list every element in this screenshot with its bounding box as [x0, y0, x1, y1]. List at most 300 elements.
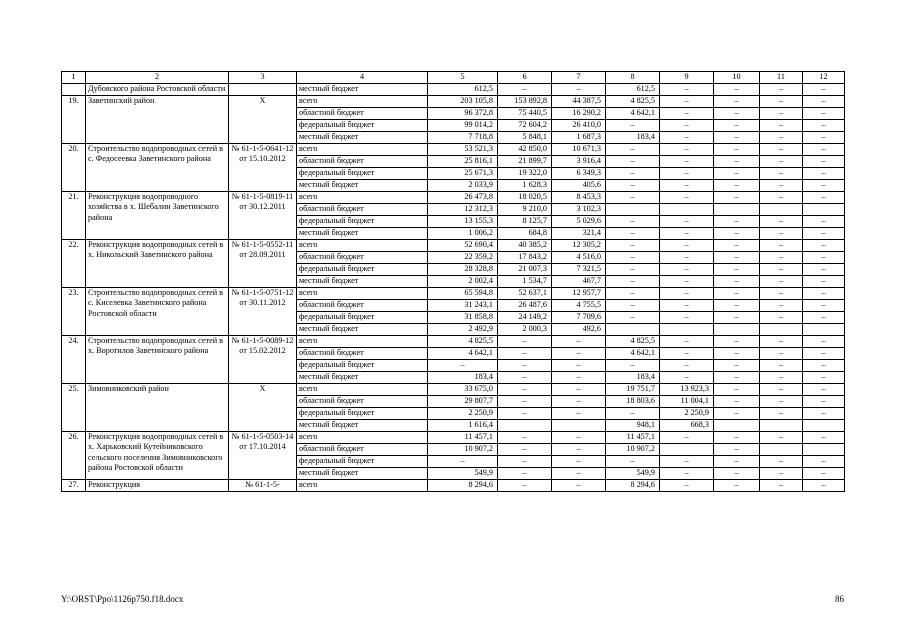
- document-reference: Х: [229, 95, 297, 143]
- page-number: 86: [835, 594, 844, 604]
- amount-cell: 549,9: [606, 467, 660, 479]
- funding-source: местный бюджет: [297, 323, 428, 335]
- amount-cell: –: [498, 383, 552, 395]
- column-number-header: 9: [660, 72, 714, 84]
- amount-cell: 9 210,0: [498, 203, 552, 215]
- column-number-header: 12: [803, 72, 845, 84]
- amount-cell: –: [760, 155, 803, 167]
- amount-cell: –: [714, 443, 760, 455]
- amount-cell: –: [552, 443, 606, 455]
- amount-cell: –: [760, 119, 803, 131]
- column-number-header: 3: [229, 72, 297, 84]
- funding-source: местный бюджет: [297, 467, 428, 479]
- amount-cell: –: [803, 131, 845, 143]
- amount-cell: –: [606, 239, 660, 251]
- amount-cell: 11 004,1: [660, 395, 714, 407]
- funding-source: федеральный бюджет: [297, 119, 428, 131]
- amount-cell: –: [760, 335, 803, 347]
- document-reference: № 61-1-5-0089-12 от 15.02.2012: [229, 335, 297, 383]
- amount-cell: –: [606, 215, 660, 227]
- amount-cell: –: [498, 395, 552, 407]
- amount-cell: –: [803, 455, 845, 467]
- amount-cell: –: [760, 227, 803, 239]
- amount-cell: –: [552, 347, 606, 359]
- amount-cell: –: [803, 167, 845, 179]
- amount-cell: 4 825,5: [606, 335, 660, 347]
- amount-cell: –: [714, 467, 760, 479]
- amount-cell: –: [660, 215, 714, 227]
- amount-cell: –: [760, 275, 803, 287]
- amount-cell: –: [714, 383, 760, 395]
- document-reference: № 61-1-5-: [229, 479, 297, 491]
- amount-cell: 75 440,5: [498, 107, 552, 119]
- amount-cell: –: [660, 431, 714, 443]
- funding-source: местный бюджет: [297, 275, 428, 287]
- amount-cell: –: [552, 395, 606, 407]
- amount-cell: 72 604,2: [498, 119, 552, 131]
- amount-cell: –: [760, 467, 803, 479]
- amount-cell: –: [552, 407, 606, 419]
- amount-cell: [760, 419, 803, 431]
- amount-cell: –: [760, 107, 803, 119]
- amount-cell: –: [660, 83, 714, 95]
- amount-cell: –: [714, 335, 760, 347]
- table-row: [62, 431, 845, 443]
- funding-source: всего: [297, 239, 428, 251]
- amount-cell: 18 803,6: [606, 395, 660, 407]
- amount-cell: –: [760, 191, 803, 203]
- amount-cell: –: [803, 299, 845, 311]
- amount-cell: 26 487,6: [498, 299, 552, 311]
- row-number: 19.: [62, 95, 86, 143]
- amount-cell: 183,4: [606, 131, 660, 143]
- amount-cell: [660, 443, 714, 455]
- amount-cell: –: [714, 263, 760, 275]
- amount-cell: [760, 443, 803, 455]
- amount-cell: 2 250,9: [660, 407, 714, 419]
- amount-cell: –: [606, 275, 660, 287]
- amount-cell: –: [714, 359, 760, 371]
- amount-cell: –: [760, 287, 803, 299]
- table-row: [62, 95, 845, 107]
- amount-cell: –: [803, 395, 845, 407]
- amount-cell: –: [660, 335, 714, 347]
- amount-cell: 25 671,3: [428, 167, 498, 179]
- document-reference: [229, 83, 297, 95]
- amount-cell: 2 002,4: [428, 275, 498, 287]
- object-name: Строительство водопроводных сетей в х. Воротилов Заветинского района: [86, 335, 229, 383]
- amount-cell: –: [660, 119, 714, 131]
- amount-cell: [714, 419, 760, 431]
- amount-cell: –: [714, 395, 760, 407]
- amount-cell: 31 858,8: [428, 311, 498, 323]
- amount-cell: 4 516,0: [552, 251, 606, 263]
- funding-source: областной бюджет: [297, 443, 428, 455]
- amount-cell: –: [803, 251, 845, 263]
- amount-cell: 467,7: [552, 275, 606, 287]
- document-reference: № 61-1-5-0641-12 от 15.10.2012: [229, 143, 297, 191]
- amount-cell: 5 848,1: [498, 131, 552, 143]
- amount-cell: –: [803, 311, 845, 323]
- object-name: Зимовниковский район: [86, 383, 229, 431]
- amount-cell: –: [803, 95, 845, 107]
- amount-cell: 7 709,6: [552, 311, 606, 323]
- row-number: 24.: [62, 335, 86, 383]
- row-number: 21.: [62, 191, 86, 239]
- amount-cell: –: [760, 395, 803, 407]
- column-number-header: 7: [552, 72, 606, 84]
- amount-cell: –: [760, 359, 803, 371]
- amount-cell: –: [606, 191, 660, 203]
- funding-source: областной бюджет: [297, 395, 428, 407]
- amount-cell: 19 751,7: [606, 383, 660, 395]
- funding-source: местный бюджет: [297, 419, 428, 431]
- amount-cell: –: [760, 179, 803, 191]
- amount-cell: –: [660, 131, 714, 143]
- funding-source: местный бюджет: [297, 83, 428, 95]
- amount-cell: –: [498, 335, 552, 347]
- amount-cell: 4 642,1: [606, 347, 660, 359]
- amount-cell: –: [606, 359, 660, 371]
- document-reference: Х: [229, 383, 297, 431]
- amount-cell: –: [760, 455, 803, 467]
- amount-cell: –: [660, 287, 714, 299]
- amount-cell: –: [498, 431, 552, 443]
- amount-cell: [760, 323, 803, 335]
- amount-cell: –: [714, 251, 760, 263]
- amount-cell: –: [760, 95, 803, 107]
- amount-cell: 8 453,3: [552, 191, 606, 203]
- amount-cell: –: [660, 191, 714, 203]
- amount-cell: 8 294,6: [606, 479, 660, 491]
- amount-cell: 1 534,7: [498, 275, 552, 287]
- amount-cell: 40 385,2: [498, 239, 552, 251]
- amount-cell: –: [498, 407, 552, 419]
- amount-cell: –: [552, 359, 606, 371]
- amount-cell: –: [760, 431, 803, 443]
- amount-cell: –: [714, 287, 760, 299]
- amount-cell: –: [714, 311, 760, 323]
- amount-cell: 4 825,5: [428, 335, 498, 347]
- funding-source: местный бюджет: [297, 227, 428, 239]
- amount-cell: 3 102,3: [552, 203, 606, 215]
- amount-cell: –: [803, 335, 845, 347]
- amount-cell: –: [760, 131, 803, 143]
- funding-source: местный бюджет: [297, 131, 428, 143]
- amount-cell: –: [498, 359, 552, 371]
- amount-cell: –: [660, 179, 714, 191]
- amount-cell: 4 755,5: [552, 299, 606, 311]
- funding-source: всего: [297, 191, 428, 203]
- amount-cell: [803, 443, 845, 455]
- amount-cell: –: [552, 455, 606, 467]
- amount-cell: –: [803, 155, 845, 167]
- amount-cell: –: [660, 455, 714, 467]
- amount-cell: –: [660, 371, 714, 383]
- column-number-header: 1: [62, 72, 86, 84]
- amount-cell: –: [760, 383, 803, 395]
- amount-cell: –: [714, 167, 760, 179]
- amount-cell: –: [803, 179, 845, 191]
- amount-cell: 26 473,8: [428, 191, 498, 203]
- amount-cell: –: [714, 107, 760, 119]
- amount-cell: 16 290,2: [552, 107, 606, 119]
- amount-cell: –: [760, 371, 803, 383]
- amount-cell: –: [760, 83, 803, 95]
- amount-cell: 28 328,8: [428, 263, 498, 275]
- amount-cell: 183,4: [606, 371, 660, 383]
- amount-cell: –: [660, 299, 714, 311]
- amount-cell: –: [606, 227, 660, 239]
- amount-cell: –: [714, 227, 760, 239]
- amount-cell: –: [660, 347, 714, 359]
- amount-cell: 948,1: [606, 419, 660, 431]
- amount-cell: –: [803, 407, 845, 419]
- amount-cell: –: [660, 227, 714, 239]
- amount-cell: –: [714, 83, 760, 95]
- amount-cell: –: [660, 263, 714, 275]
- amount-cell: –: [498, 479, 552, 491]
- row-number: 25.: [62, 383, 86, 431]
- amount-cell: –: [714, 407, 760, 419]
- amount-cell: –: [803, 107, 845, 119]
- document-reference: № 61-1-5-0751-12 от 30.11.2012: [229, 287, 297, 335]
- table-row: [62, 335, 845, 347]
- amount-cell: 52 637,1: [498, 287, 552, 299]
- amount-cell: 22 359,2: [428, 251, 498, 263]
- amount-cell: 5 029,6: [552, 215, 606, 227]
- amount-cell: 3 916,4: [552, 155, 606, 167]
- object-name: Заветинский район: [86, 95, 229, 143]
- amount-cell: –: [606, 311, 660, 323]
- amount-cell: 13 155,3: [428, 215, 498, 227]
- amount-cell: 4 642,1: [428, 347, 498, 359]
- amount-cell: 52 690,4: [428, 239, 498, 251]
- amount-cell: –: [660, 239, 714, 251]
- amount-cell: –: [606, 455, 660, 467]
- amount-cell: 21 899,7: [498, 155, 552, 167]
- amount-cell: –: [428, 359, 498, 371]
- row-number: 23.: [62, 287, 86, 335]
- funding-source: областной бюджет: [297, 107, 428, 119]
- amount-cell: –: [803, 263, 845, 275]
- amount-cell: –: [803, 479, 845, 491]
- funding-source: всего: [297, 383, 428, 395]
- amount-cell: –: [714, 155, 760, 167]
- amount-cell: 1 628,3: [498, 179, 552, 191]
- amount-cell: 44 387,5: [552, 95, 606, 107]
- amount-cell: –: [714, 239, 760, 251]
- amount-cell: 7 321,5: [552, 263, 606, 275]
- column-number-header: 5: [428, 72, 498, 84]
- object-name: Реконструкция водопроводных сетей в х. Никольский Заветинского района: [86, 239, 229, 287]
- funding-source: федеральный бюджет: [297, 359, 428, 371]
- amount-cell: 549,9: [428, 467, 498, 479]
- amount-cell: 2 492,9: [428, 323, 498, 335]
- funding-source: всего: [297, 287, 428, 299]
- amount-cell: –: [803, 371, 845, 383]
- amount-cell: –: [660, 311, 714, 323]
- amount-cell: –: [552, 431, 606, 443]
- amount-cell: 11 457,1: [428, 431, 498, 443]
- amount-cell: –: [714, 119, 760, 131]
- amount-cell: [606, 323, 660, 335]
- amount-cell: 24 149,2: [498, 311, 552, 323]
- amount-cell: –: [760, 263, 803, 275]
- amount-cell: –: [803, 431, 845, 443]
- amount-cell: –: [803, 191, 845, 203]
- amount-cell: [803, 419, 845, 431]
- amount-cell: –: [760, 299, 803, 311]
- funding-source: областной бюджет: [297, 203, 428, 215]
- amount-cell: –: [660, 167, 714, 179]
- row-number: [62, 83, 86, 95]
- amount-cell: –: [498, 371, 552, 383]
- amount-cell: –: [803, 275, 845, 287]
- amount-cell: [606, 203, 660, 215]
- amount-cell: –: [660, 479, 714, 491]
- amount-cell: 99 014,2: [428, 119, 498, 131]
- object-name: Строительство водопроводных сетей в с. Федосеевка Заветинского района: [86, 143, 229, 191]
- funding-source: федеральный бюджет: [297, 455, 428, 467]
- funding-source: федеральный бюджет: [297, 167, 428, 179]
- amount-cell: –: [606, 299, 660, 311]
- amount-cell: 10 907,2: [606, 443, 660, 455]
- amount-cell: –: [803, 287, 845, 299]
- amount-cell: –: [552, 335, 606, 347]
- amount-cell: –: [660, 275, 714, 287]
- table-row: [62, 143, 845, 155]
- amount-cell: –: [714, 95, 760, 107]
- amount-cell: –: [498, 467, 552, 479]
- amount-cell: –: [760, 239, 803, 251]
- budget-table: [61, 71, 845, 492]
- amount-cell: 11 457,1: [606, 431, 660, 443]
- amount-cell: 12 312,3: [428, 203, 498, 215]
- amount-cell: [803, 323, 845, 335]
- amount-cell: 8 125,7: [498, 215, 552, 227]
- funding-source: федеральный бюджет: [297, 407, 428, 419]
- amount-cell: [660, 203, 714, 215]
- amount-cell: –: [714, 371, 760, 383]
- amount-cell: 12 957,7: [552, 287, 606, 299]
- funding-source: областной бюджет: [297, 299, 428, 311]
- row-number: 26.: [62, 431, 86, 479]
- amount-cell: –: [552, 467, 606, 479]
- amount-cell: –: [803, 347, 845, 359]
- footer-file-path: Y:\ORST\Ppo\1126p750.f18.docx: [61, 594, 184, 604]
- amount-cell: –: [803, 119, 845, 131]
- amount-cell: 1 616,4: [428, 419, 498, 431]
- amount-cell: –: [760, 215, 803, 227]
- funding-source: федеральный бюджет: [297, 263, 428, 275]
- funding-source: областной бюджет: [297, 155, 428, 167]
- funding-source: федеральный бюджет: [297, 215, 428, 227]
- row-number: 27.: [62, 479, 86, 491]
- amount-cell: –: [714, 431, 760, 443]
- amount-cell: –: [660, 107, 714, 119]
- amount-cell: 10 671,3: [552, 143, 606, 155]
- table-row: [62, 191, 845, 203]
- object-name: Строительство водопроводных сетей в с. Киселевка Заветинского района Ростовской области: [86, 287, 229, 335]
- amount-cell: –: [803, 467, 845, 479]
- amount-cell: –: [714, 455, 760, 467]
- document-reference: № 61-1-5-0503-14 от 17.10.2014: [229, 431, 297, 479]
- amount-cell: –: [803, 143, 845, 155]
- amount-cell: 1 006,2: [428, 227, 498, 239]
- amount-cell: 19 322,0: [498, 167, 552, 179]
- funding-source: федеральный бюджет: [297, 311, 428, 323]
- amount-cell: –: [803, 383, 845, 395]
- table-header-row: [62, 72, 845, 84]
- amount-cell: –: [498, 455, 552, 467]
- amount-cell: 96 372,8: [428, 107, 498, 119]
- amount-cell: 612,5: [428, 83, 498, 95]
- amount-cell: –: [760, 407, 803, 419]
- table-row: [62, 239, 845, 251]
- amount-cell: 4 642,1: [606, 107, 660, 119]
- funding-source: всего: [297, 143, 428, 155]
- amount-cell: 31 243,1: [428, 299, 498, 311]
- object-name: Реконструкция: [86, 479, 229, 491]
- amount-cell: 183,4: [428, 371, 498, 383]
- table-row: [62, 287, 845, 299]
- row-number: 22.: [62, 239, 86, 287]
- amount-cell: 21 007,3: [498, 263, 552, 275]
- object-name: Реконструкция водопроводных сетей в х. Харьковский Кутейниковского сельского поселения Зимовниковского района Ростовской области: [86, 431, 229, 479]
- amount-cell: –: [660, 359, 714, 371]
- amount-cell: 203 105,8: [428, 95, 498, 107]
- amount-cell: 684,8: [498, 227, 552, 239]
- amount-cell: –: [606, 287, 660, 299]
- amount-cell: [498, 419, 552, 431]
- amount-cell: 405,6: [552, 179, 606, 191]
- amount-cell: –: [498, 83, 552, 95]
- amount-cell: –: [498, 443, 552, 455]
- amount-cell: –: [660, 251, 714, 263]
- amount-cell: 33 675,0: [428, 383, 498, 395]
- amount-cell: –: [803, 215, 845, 227]
- amount-cell: 4 825,5: [606, 95, 660, 107]
- amount-cell: –: [760, 251, 803, 263]
- amount-cell: [714, 323, 760, 335]
- column-number-header: 2: [86, 72, 229, 84]
- amount-cell: 53 521,3: [428, 143, 498, 155]
- amount-cell: –: [428, 455, 498, 467]
- column-number-header: 8: [606, 72, 660, 84]
- amount-cell: –: [660, 467, 714, 479]
- amount-cell: –: [714, 143, 760, 155]
- amount-cell: –: [714, 131, 760, 143]
- amount-cell: 6 349,3: [552, 167, 606, 179]
- amount-cell: –: [760, 143, 803, 155]
- amount-cell: –: [760, 167, 803, 179]
- amount-cell: 18 020,5: [498, 191, 552, 203]
- amount-cell: –: [714, 299, 760, 311]
- funding-source: областной бюджет: [297, 347, 428, 359]
- amount-cell: 2 250,9: [428, 407, 498, 419]
- table-row: [62, 83, 845, 95]
- column-number-header: 10: [714, 72, 760, 84]
- column-number-header: 11: [760, 72, 803, 84]
- column-number-header: 6: [498, 72, 552, 84]
- amount-cell: –: [552, 83, 606, 95]
- amount-cell: –: [714, 347, 760, 359]
- amount-cell: –: [803, 227, 845, 239]
- amount-cell: –: [606, 119, 660, 131]
- amount-cell: –: [606, 251, 660, 263]
- amount-cell: –: [760, 311, 803, 323]
